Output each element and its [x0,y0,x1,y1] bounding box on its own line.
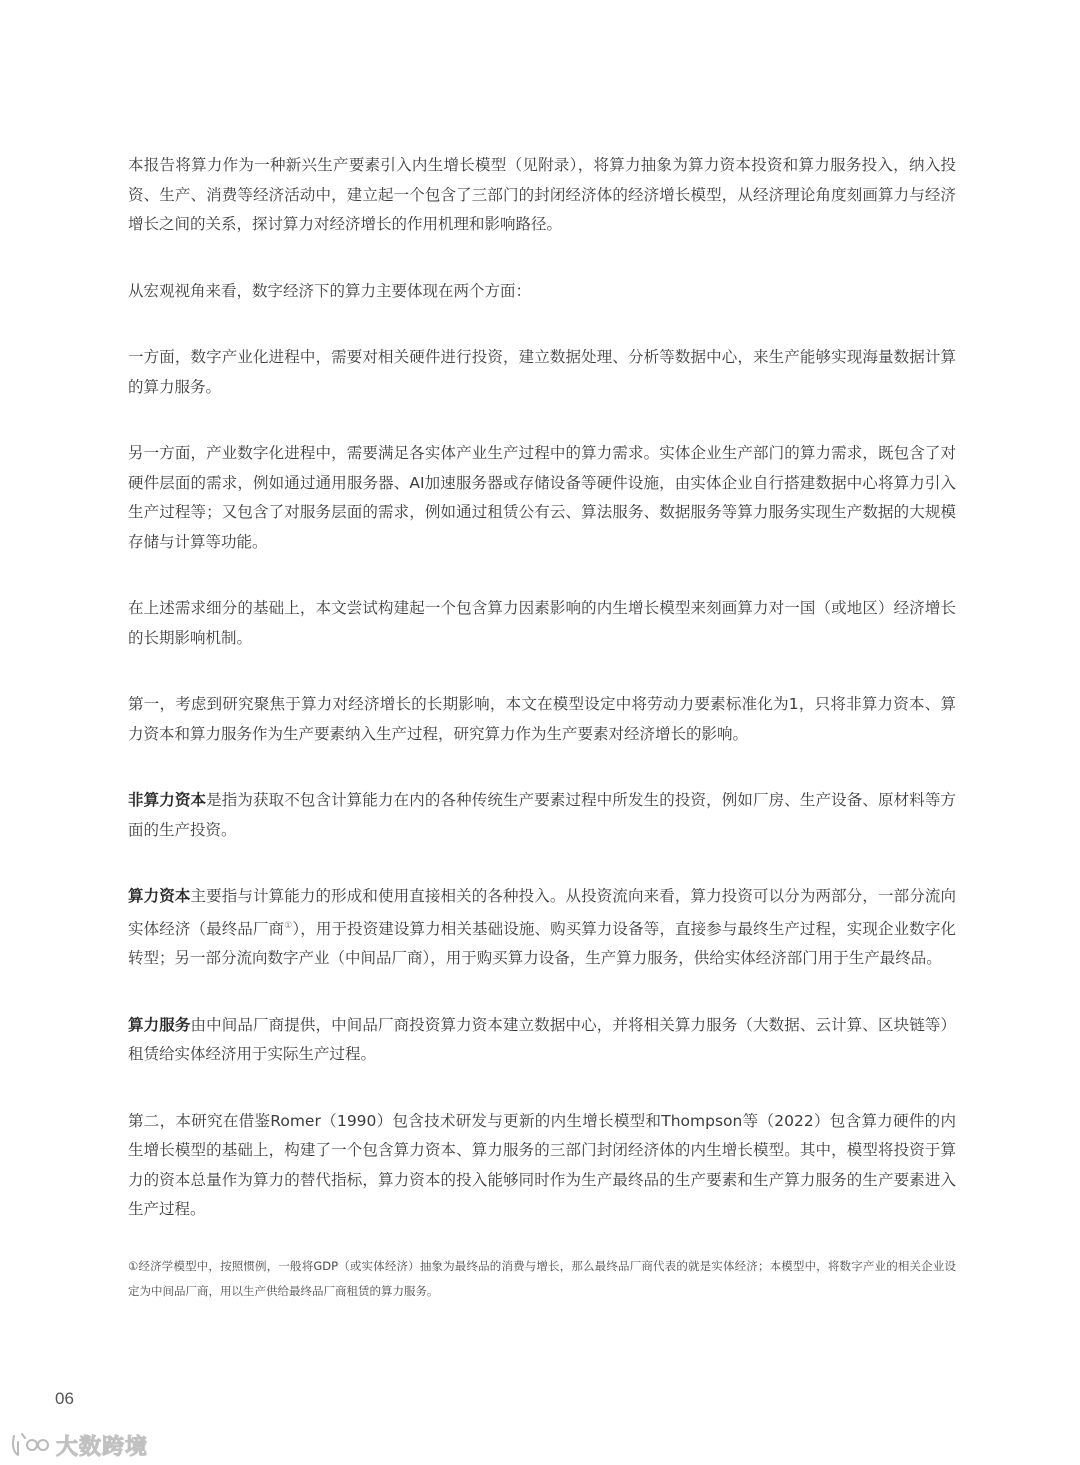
paragraph-compute-service [128,1011,956,1070]
paragraph-first-point [128,690,956,749]
paragraph-digital-industrialization [128,343,956,402]
paragraph-text: 另一方面，产业数字化进程中，需要满足各实体产业生产过程中的算力需求。实体企业生产部门的算力需求，既包含了对硬件层面的需求，例如通过通用服务器、AI加速服务器或存储设备等硬件设施，由实体企业自行搭建数据中心将算力引入生产过程等；又包含了对服务层面的需求，例如通过租赁公有云、算法服务、数据服务等算力服务实现生产数据的大规模存储与计算等功能。 [128,444,956,551]
paragraph-non-compute-capital [128,786,956,845]
paragraph-text: 在上述需求细分的基础上，本文尝试构建起一个包含算力因素影响的内生增长模型来刻画算力对一国（或地区）经济增长的长期影响机制。 [128,599,956,647]
watermark [10,1428,148,1462]
paragraph-text: 第二，本研究在借鉴Romer（1990）包含技术研发与更新的内生增长模型和Thompson等（2022）包含算力硬件的内生增长模型的基础上，构建了一个包含算力资本、算力服务的三部门封闭经济体的内生增长模型。其中，模型将投资于算力的资本总量作为算力的替代指标，算力资本的投入能够同时作为生产最终品的生产要素和生产算力服务的生产要素进入生产过程。 [128,1111,956,1219]
paragraph-text: ），用于投资建设算力相关基础设施、购买算力设备等，直接参与最终生产过程，实现企业数字化转型；另一部分流向数字产业（中间品厂商），用于购买算力设备，生产算力服务，供给实体经济部门用于生产最终品。 [128,919,956,968]
paragraph-text: 从宏观视角来看，数字经济下的算力主要体现在两个方面： [128,281,532,300]
page-number: 06 [55,1389,74,1408]
paragraph-text: 由中间品厂商提供，中间品厂商投资算力资本建立数据中心，并将相关算力服务（大数据、云计算、区块链等）租赁给实体经济用于实际生产过程。 [128,1015,956,1064]
term-non-compute-capital: 非算力资本 [128,791,207,809]
paragraph-compute-capital [128,882,956,974]
paragraph-model-intro [128,594,956,653]
term-compute-capital: 算力资本 [128,887,191,905]
paragraph-text: 第一，考虑到研究聚焦于算力对经济增长的长期影响，本文在模型设定中将劳动力要素标准化为1，只将非算力资本、算力资本和算力服务作为生产要素纳入生产过程，研究算力作为生产要素对经济增长的影响。 [128,695,956,743]
paragraph-text: 一方面，数字产业化进程中，需要对相关硬件进行投资，建立数据处理、分析等数据中心，来生产能够实现海量数据计算的算力服务。 [128,348,956,396]
paragraph-intro [128,151,956,240]
main-content [128,151,956,1304]
paragraph-text: 是指为获取不包含计算能力在内的各种传统生产要素过程中所发生的投资，例如厂房、生产设备、原材料等方面的生产投资。 [128,791,956,839]
paragraph-macro-view [128,277,956,307]
footnote-marker[interactable]: ① [284,920,293,931]
paragraph-text: 本报告将算力作为一种新兴生产要素引入内生增长模型（见附录），将算力抽象为算力资本投资和算力服务投入，纳入投资、生产、消费等经济活动中，建立起一个包含了三部门的封闭经济体的经济增长模型，从经济理论角度刻画算力与经济增长之间的关系，探讨算力对经济增长的作用机理和影响路径。 [128,156,956,233]
footnote: ①经济学模型中，按照惯例，一般将GDP（或实体经济）抽象为最终品的消费与增长，那么最终品厂商代表的就是实体经济；本模型中，将数字产业的相关企业设定为中间品厂商，用以生产供给最终品厂商租赁的算力服务。 [128,1258,956,1298]
watermark-text: 大数跨境 [56,1434,149,1460]
bilibili-style-logo-icon [10,1430,50,1460]
paragraph-second-point [128,1107,956,1225]
paragraph-industrial-digitalization [128,439,956,557]
paragraph-text: 主要指与计算能力的形成和使用直接相关的各种投入。从投资流向来看，算力投资可以分为两部分，一部分流向实体经济（最终品厂商 [128,887,956,938]
term-compute-service: 算力服务 [128,1015,191,1034]
